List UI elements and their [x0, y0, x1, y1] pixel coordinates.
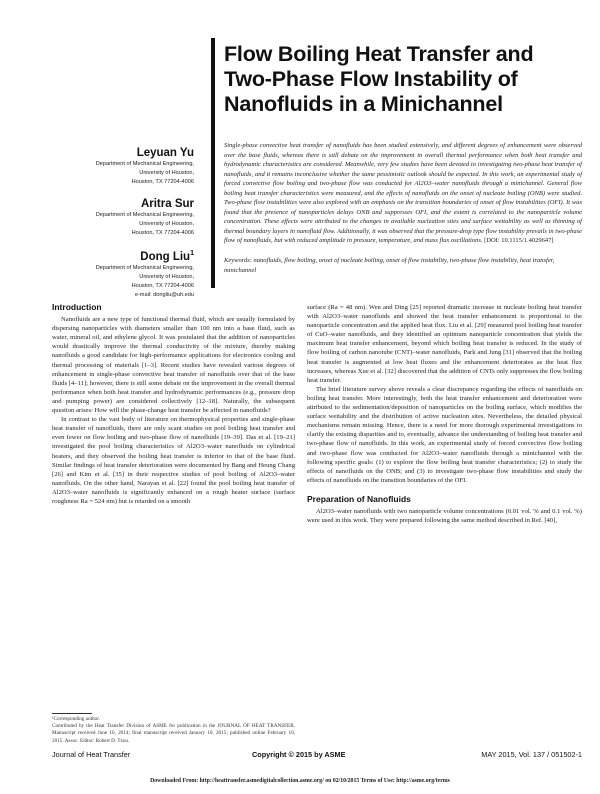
section-heading-preparation: Preparation of Nanofluids	[307, 493, 411, 504]
author-name: Aritra Sur	[140, 198, 194, 210]
title-rule	[211, 38, 215, 288]
journal-name: Journal of Heat Transfer	[52, 750, 131, 759]
abstract	[224, 141, 582, 246]
author-3	[4, 247, 194, 301]
issue-page: MAY 2015, Vol. 137 / 051502-1	[481, 750, 582, 759]
paragraph: Nanofluids are a new type of functional thermal fluid, which are usually formulated by dispersing nanoparticles with diameters smaller than 100 nm into a base fluid, such as water, mineral oil, and ethylene glycol. It was postulated that the addition of nanoparticles would drastically improve the thermal conductivity of the mixture, thereby making nanofluids a good candidate for high-performance applications for electronics cooling and thermal processing of materials [1–3]. Recent studies have revealed various degrees of enhancement in single-phase convective heat transfer of nanofluids over that of the base fluids [4–11]; however, there is still some debate on the improvement in the overall thermal performance when both heat transfer and hydrodynamic performances (e.g., pressure drop and pumping power) are considered collectively [12–18]. Naturally, the subsequent question arises: How will the phase-change heat transfer be affected in nanofluids?	[52, 316, 295, 415]
affiliation-line: Department of Mechanical Engineering,	[95, 264, 194, 271]
abstract-text: Single-phase convective heat transfer of nanofluids has been studied extensively, and different degrees of enhancement were observed over the base fluids, whereas there is still debate on the improvement in overall thermal performance when both heat transfer and hydrodynamic characteristics are considered. Meanwhile, very few studies have been devoted to investigating two-phase heat transfer of nanofluids, and it remains inconclusive whether the same pessimistic outlook should be expected. In this work, an experimental study of forced convective flow boiling and two-phase flow was conducted for Al2O3–water nanofluids through a minichannel. General flow boiling heat transfer characteristics were measured, and the effects of nanofluids on the onset of nucleate boiling (ONB) were studied. Two-phase flow instabilities were also explored with an emphasis on the transition boundaries of onset of flow instabilities (OFI). It was found that the presence of nanoparticles delays ONB and suppresses OFI, and the extent is correlated to the nanoparticle volume concentration. These effects were attributed to the changes in available nucleation sites and surface wettability as well as thinning of thermal boundary layers in nanofluid flow. Additionally, it was observed that the pressure-drop type flow instability prevails in two-phase flow of nanofluids, but with reduced amplitude in pressure, temperature, and mass flux oscillations.	[224, 142, 582, 245]
paragraph: In contrast to the vast body of literature on thermophysical properties and single-phase heat transfer of nanofluids, there are only scant studies on pool boiling heat transfer and even fewer on flow boiling and two-phase flow of nanofluids [19–39]. Das et al. [19–21] investigated the pool boiling characteristics of Al2O3–water nanofluids on cylindrical heaters, and they observed the boiling heat transfer is inferior to that of the base fluid. Similar findings of heat transfer deterioration were documented by Bang and Heung Chang [26] and Kim et al. [35] in their respective studies of pool boiling of Al2O3–water nanofluids. On the other hand, Narayan et al. [22] found the pool boiling heat transfer of Al2O3–water nanofluids is significantly enhanced on a rough heater surface (surface roughness Ra = 524 nm) but is retarded on a smooth	[52, 416, 295, 505]
author-email: e-mail: dongliu@uh.edu	[134, 292, 194, 299]
affiliation-line: University of Houston,	[139, 221, 194, 228]
footnote	[52, 716, 295, 745]
paragraph: surface (Ra = 48 nm). Wen and Ding [25] reported dramatic increase in nucleate boiling heat transfer with Al2O3–water nanofluids and showed the heat transfer enhancement is proportional to the nanoparticle concentration and the applied heat flux. Liu et al. [29] measured pool boiling heat transfer of CuO–water nanofluids, and they identified an optimum nanoparticle concentration that yields the maximum heat transfer enhancement, beyond which boiling heat transfer is reduced. In the study of flow boiling of carbon nanotube (CNT)–water nanofluids, Park and Jung [31] observed that the boiling heat transfer is augmented at low heat fluxes and the enhancement deteriorates as the heat flux increases, whereas Xue et al. [32] discovered that the addition of CNTs only suppresses the flow boiling heat transfer.	[307, 304, 582, 384]
author-footnote-mark: 1	[190, 250, 194, 257]
section-heading-introduction: Introduction	[52, 302, 102, 312]
author-name-wrap	[4, 247, 194, 264]
affiliation-line: Houston, TX 77204-4006	[131, 230, 194, 237]
page-footer	[52, 750, 582, 762]
footnote-rule	[52, 713, 92, 714]
affiliation-line: Department of Mechanical Engineering,	[95, 161, 194, 167]
author-name: Dong Liu	[140, 250, 191, 263]
copyright: Copyright © 2015 by ASME	[252, 750, 346, 759]
affiliation-line: University of Houston,	[139, 170, 194, 177]
keywords: Keywords: nanofluids, flow boiling, onset of nucleate boiling, onset of flow instability, two-phase flow instability, heat transfer, minichannel	[224, 257, 555, 274]
affiliation-line: University of Houston,	[139, 274, 194, 281]
author-2	[4, 197, 194, 239]
right-column	[307, 303, 582, 525]
author-name: Leyuan Yu	[136, 147, 194, 159]
author-1	[4, 146, 194, 188]
affiliation-line: Department of Mechanical Engineering,	[95, 212, 194, 218]
paper-title: Flow Boiling Heat Transfer and Two-Phase Flow Instability of Nanofluids in a Minichannel	[224, 42, 534, 116]
affiliation-line: Houston, TX 77204-4006	[131, 283, 194, 290]
footnote-line: Contributed by the Heat Transfer Division of ASME for publication in the JOURNAL OF HEAT TRANSFER. Manuscript received June 16, 2014; final manuscript received January 10, 2015; published online February 10, 2015. Assoc. Editor: Robert D. Tzou.	[52, 723, 295, 744]
left-column	[52, 303, 295, 506]
affiliation-line: Houston, TX 77204-4006	[131, 179, 194, 186]
paragraph: Al2O3–water nanofluids with two nanoparticle volume concentrations (0.01 vol. % and 0.1 vol. %) were used in this work. They were prepared following the same method described in Ref. [40],	[307, 507, 582, 525]
download-notice: Downloaded From: http://heattransfer.asmedigitalcollection.asme.org/ on 02/10/2015 Terms of Use: http://asme.org/terms	[150, 778, 450, 784]
doi-link[interactable]: [DOI: 10.1115/1.4029647]	[484, 237, 554, 245]
footnote-line: ¹Corresponding author.	[52, 716, 100, 722]
paragraph: The brief literature survey above reveals a clear discrepancy regarding the effects of nanofluids on boiling heat transfer. More interestingly, both the heat transfer enhancement and deterioration were attributed to the sedimentation/deposition of nanoparticles on the boiling surface, which modifies the surface wettability and the distribution of active nucleation sites. Nevertheless, the detailed physical mechanisms remain missing. Hence, there is a need for more thorough experimental investigations to clarify the existing disparities and to, eventually, advance the understanding of boiling heat transfer and two-phase flow of nanofluids. In this work, an experimental study of forced convective flow boiling and two-phase flow was conducted for Al2O3–water nanofluids through a minichannel with the following specific goals: (1) to explore the flow boiling heat transfer characteristics; (2) to study the effects of nanofluids on the ONB; and (3) to investigate two-phase flow instabilities and study the effects of nanofluids on the transition boundaries of the OFI.	[307, 385, 582, 484]
